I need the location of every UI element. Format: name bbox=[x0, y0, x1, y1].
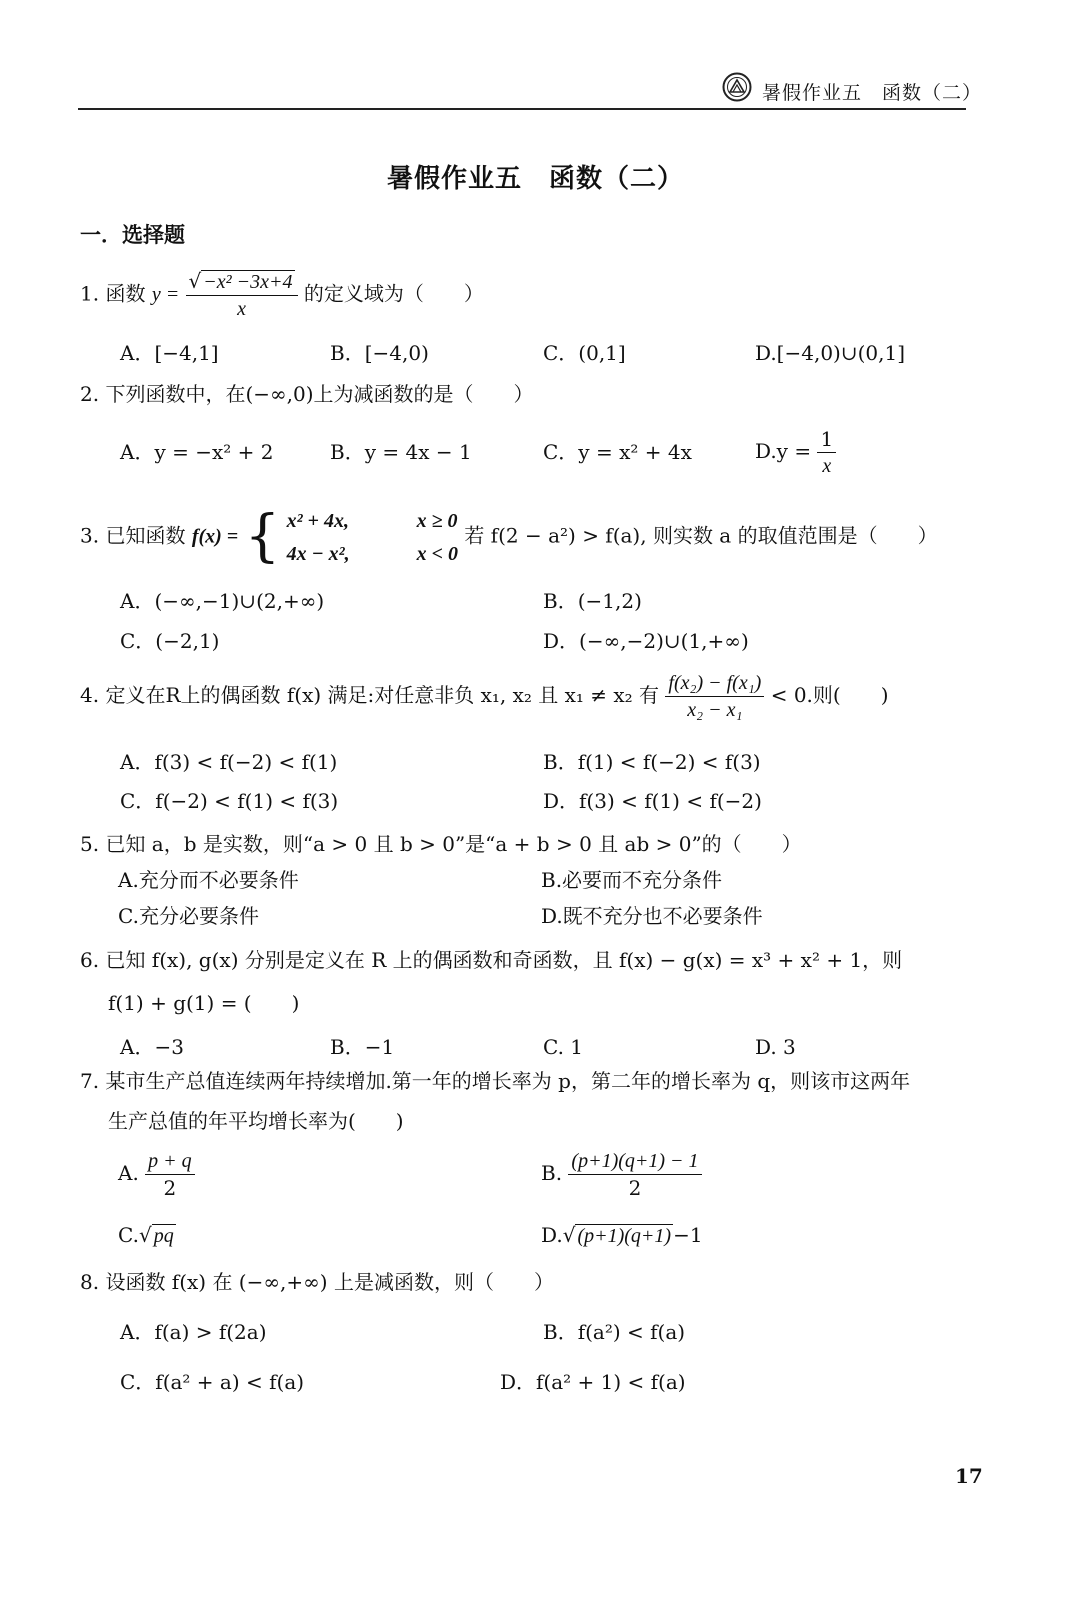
q2-option-d: D.y = $\frac{1}{x}$ bbox=[755, 426, 836, 479]
q2-option-c: C．y = x² + 4x bbox=[543, 440, 692, 464]
q2-option-a: A．y = −x² + 2 bbox=[120, 440, 274, 464]
q8-option-a: A．f(a) > f(2a) bbox=[120, 1320, 267, 1344]
q6-option-d: D. 3 bbox=[755, 1035, 796, 1059]
q1-option-a: A．[−4,1] bbox=[120, 341, 219, 365]
header-divider bbox=[78, 108, 966, 110]
question-5: 5. 已知 a，b 是实数，则“a > 0 且 b > 0”是“a + b > 0 且 ab > 0”的（ ） bbox=[80, 832, 802, 856]
question-4: 4. 定义在R上的偶函数 f(x) 满足:对任意非负 x₁, x₂ 且 x₁ ≠ x₂ 有 $\frac{\text{f(x₂) − f(x₁)}}{\text{x₂ − x₁}}$ < 0.则( ) bbox=[80, 672, 889, 721]
q4-option-b: B．f(1) < f(−2) < f(3) bbox=[543, 750, 761, 774]
q3-option-c: C．(−2,1) bbox=[120, 629, 220, 653]
q4-option-d: D．f(3) < f(1) < f(−2) bbox=[543, 789, 762, 813]
q6-option-c: C. 1 bbox=[543, 1035, 584, 1059]
q1-option-b: B．[−4,0) bbox=[330, 341, 429, 365]
page-number: 17 bbox=[955, 1464, 983, 1488]
q8-option-c: C．f(a² + a) < f(a) bbox=[120, 1370, 305, 1394]
q7-option-a: A. $\frac{p + q}{2}$ bbox=[118, 1148, 195, 1201]
question-3: 3. 已知函数 f(x) = { x² + 4x, x ≥ 0 4x − x², x < 0 若 f(2 − a²) > f(a), 则实数 a 的取值范围是（ ） bbox=[80, 504, 938, 569]
question-6-line2: f(1) + g(1) = ( ) bbox=[108, 991, 300, 1015]
page-title: 暑假作业五 函数（二） bbox=[386, 164, 684, 194]
q8-option-b: B．f(a²) < f(a) bbox=[543, 1320, 686, 1344]
question-7-line2: 生产总值的年平均增长率为( ) bbox=[108, 1109, 404, 1133]
q5-option-d: D.既不充分也不必要条件 bbox=[541, 904, 763, 928]
q4-option-c: C．f(−2) < f(1) < f(3) bbox=[120, 789, 339, 813]
question-8: 8. 设函数 f(x) 在 (−∞,+∞) 上是减函数，则（ ） bbox=[80, 1270, 554, 1294]
q2-option-b: B．y = 4x − 1 bbox=[330, 440, 472, 464]
q6-option-b: B．−1 bbox=[330, 1035, 395, 1059]
q8-option-d: D．f(a² + 1) < f(a) bbox=[500, 1370, 686, 1394]
q3-option-a: A．(−∞,−1)∪(2,+∞) bbox=[120, 589, 325, 613]
q3-option-b: B．(−1,2) bbox=[543, 589, 642, 613]
q7-option-c: C.√ pq bbox=[118, 1223, 174, 1247]
q7-option-d: D.√ (p+1)(q+1) −1 bbox=[541, 1223, 703, 1247]
section-heading: 一．选择题 bbox=[80, 222, 185, 247]
running-header: 暑假作业五 函数（二） bbox=[762, 82, 983, 104]
question-1: 1. 函数 y = $\frac{\text{√ −x² −3x+4}}{x}$ 的定义域为（ ） bbox=[80, 269, 484, 320]
q1-option-d: D.[−4,0)∪(0,1] bbox=[755, 341, 906, 365]
q7-option-b: B. $\frac{(p+1)(q+1) - 1}{2}$ bbox=[541, 1148, 702, 1201]
q3-option-d: D．(−∞,−2)∪(1,+∞) bbox=[543, 629, 749, 653]
question-2: 2. 下列函数中，在(−∞,0)上为减函数的是（ ） bbox=[80, 382, 534, 406]
school-logo-icon bbox=[722, 72, 752, 102]
q1-option-c: C．(0,1] bbox=[543, 341, 626, 365]
q5-option-b: B.必要而不充分条件 bbox=[541, 868, 723, 892]
q4-option-a: A．f(3) < f(−2) < f(1) bbox=[120, 750, 338, 774]
q6-option-a: A．−3 bbox=[120, 1035, 184, 1059]
q5-option-a: A.充分而不必要条件 bbox=[118, 868, 299, 892]
question-6: 6. 已知 f(x), g(x) 分别是定义在 R 上的偶函数和奇函数，且 f(x) − g(x) = x³ + x² + 1，则 bbox=[80, 948, 903, 972]
question-7: 7. 某市生产总值连续两年持续增加.第一年的增长率为 p，第二年的增长率为 q，则该市这两年 bbox=[80, 1069, 911, 1093]
q5-option-c: C.充分必要条件 bbox=[118, 904, 259, 928]
